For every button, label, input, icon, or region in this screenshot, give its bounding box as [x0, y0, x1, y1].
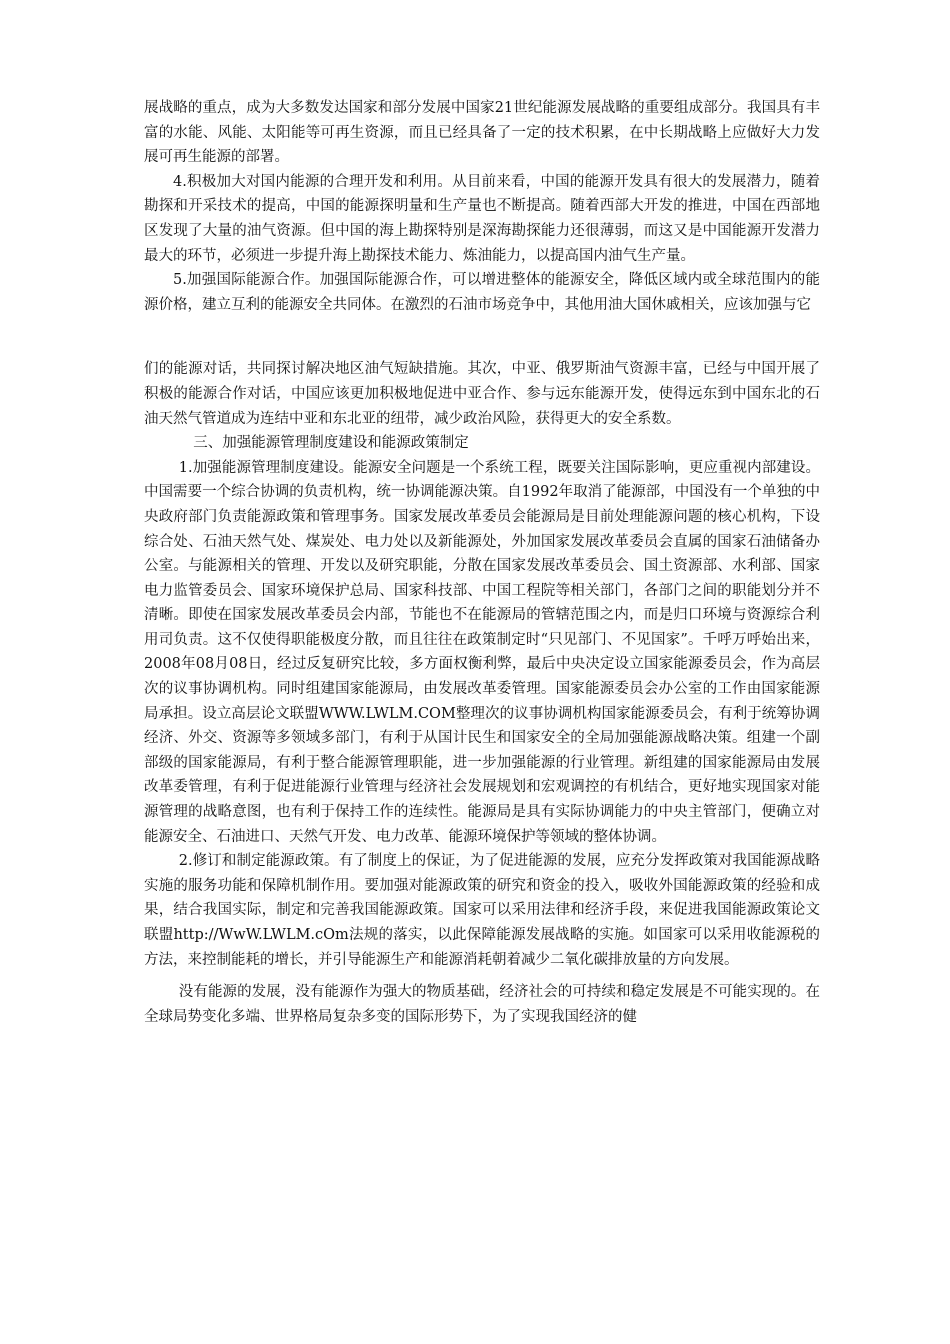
paragraph-conclusion: 没有能源的发展，没有能源作为强大的物质基础，经济社会的可持续和稳定发展是不可能实现的。在全球局势变化多端、世界格局复杂多变的国际形势下，为了实现我国经济的健 — [144, 984, 820, 1025]
page-gap — [144, 317, 820, 357]
document-page — [144, 96, 820, 1029]
paragraph-continuation: 展战略的重点，成为大多数发达国家和部分发展中国家21世纪能源发展战略的重要组成部分。我国具有丰富的水能、风能、太阳能等可再生资源，而且已经具备了一定的技术积累，在中长期战略上应做好大力发展可再生能源的部署。 — [144, 100, 820, 166]
paragraph-energy-policy: 2.修订和制定能源政策。有了制度上的保证，为了促进能源的发展，应充分发挥政策对我国能源战略实施的服务功能和保障机制作用。要加强对能源政策的研究和资金的投入，吸收外国能源政策的经验和成果，结合我国实际，制定和完善我国能源政策。国家可以采用法律和经济手段，来促进我国能源政策论文联盟http://WwW.LWLM.cOm法规的落实，以此保障能源发展战略的实施。如国家可以采用收能源税的方法，来控制能耗的增长，并引导能源生产和能源消耗朝着减少二氧化碳排放量的方向发展。 — [144, 853, 820, 968]
section-heading: 三、加强能源管理制度建设和能源政策制定 — [193, 435, 469, 452]
paragraph-energy-dialogue: 们的能源对话，共同探讨解决地区油气短缺措施。其次，中亚、俄罗斯油气资源丰富，已经与中国开展了积极的能源合作对话，中国应该更加积极地促进中亚合作、参与远东能源开发，使得远东到中国东北的石油天然气管道成为连结中亚和东北亚的纽带，减少政治风险，获得更大的安全系数。 — [144, 361, 820, 427]
paragraph-management-system: 1.加强能源管理制度建设。能源安全问题是一个系统工程，既要关注国际影响，更应重视内部建设。中国需要一个综合协调的负责机构，统一协调能源决策。自1992年取消了能源部，中国没有一个单独的中央政府部门负责能源政策和管理事务。国家发展改革委员会能源局是目前处理能源问题的核心机构，下设综合处、石油天然气处、煤炭处、电力处以及新能源处，外加国家发展改革委员会直属的国家石油储备办公室。与能源相关的管理、开发以及研究职能，分散在国家发展改革委员会、国土资源部、水利部、国家电力监管委员会、国家环境保护总局、国家科技部、中国工程院等相关部门，各部门之间的职能划分并不清晰。即使在国家发展改革委员会内部，节能也不在能源局的管辖范围之内，而是归口环境与资源综合利用司负责。这不仅使得职能极度分散，而且往往在政策制定时“只见部门、不见国家”。千呼万呼始出来，2008年08月08日，经过反复研究比较，多方面权衡利弊，最后中央决定设立国家能源委员会，作为高层次的议事协调机构。同时组建国家能源局，由发展改革委管理。国家能源委员会办公室的工作由国家能源局承担。设立高层论文联盟WWW.LWLM.COM整理次的议事协调机构国家能源委员会，有利于统筹协调经济、外交、资源等多领域多部门，有利于从国计民生和国家安全的全局加强能源战略决策。组建一个副部级的国家能源局，有利于整合能源管理职能，进一步加强能源的行业管理。新组建的国家能源局由发展改革委管理，有利于促进能源行业管理与经济社会发展规划和宏观调控的有机结合，更好地实现国家对能源管理的战略意图，也有利于保持工作的连续性。能源局是具有实际协调能力的中央主管部门，便确立对能源安全、石油进口、天然气开发、电力改革、能源环境保护等领域的整体协调。 — [144, 459, 820, 845]
paragraph-international-cooperation: 5.加强国际能源合作。加强国际能源合作，可以增进整体的能源安全，降低区域内或全球范围内的能源价格，建立互利的能源安全共同体。在激烈的石油市场竞争中，其他用油大国休戚相关，应该加强与它 — [144, 272, 820, 313]
paragraph-domestic-energy: 4.积极加大对国内能源的合理开发和利用。从目前来看，中国的能源开发具有很大的发展潜力，随着勘探和开采技术的提高，中国的能源探明量和生产量也不断提高。随着西部大开发的推进，中国在西部地区发现了大量的油气资源。但中国的海上勘探特别是深海勘探能力还很薄弱，而这又是中国能源开发潜力最大的环节，必须进一步提升海上勘探技术能力、炼油能力，以提高国内油气生产量。 — [144, 173, 820, 264]
